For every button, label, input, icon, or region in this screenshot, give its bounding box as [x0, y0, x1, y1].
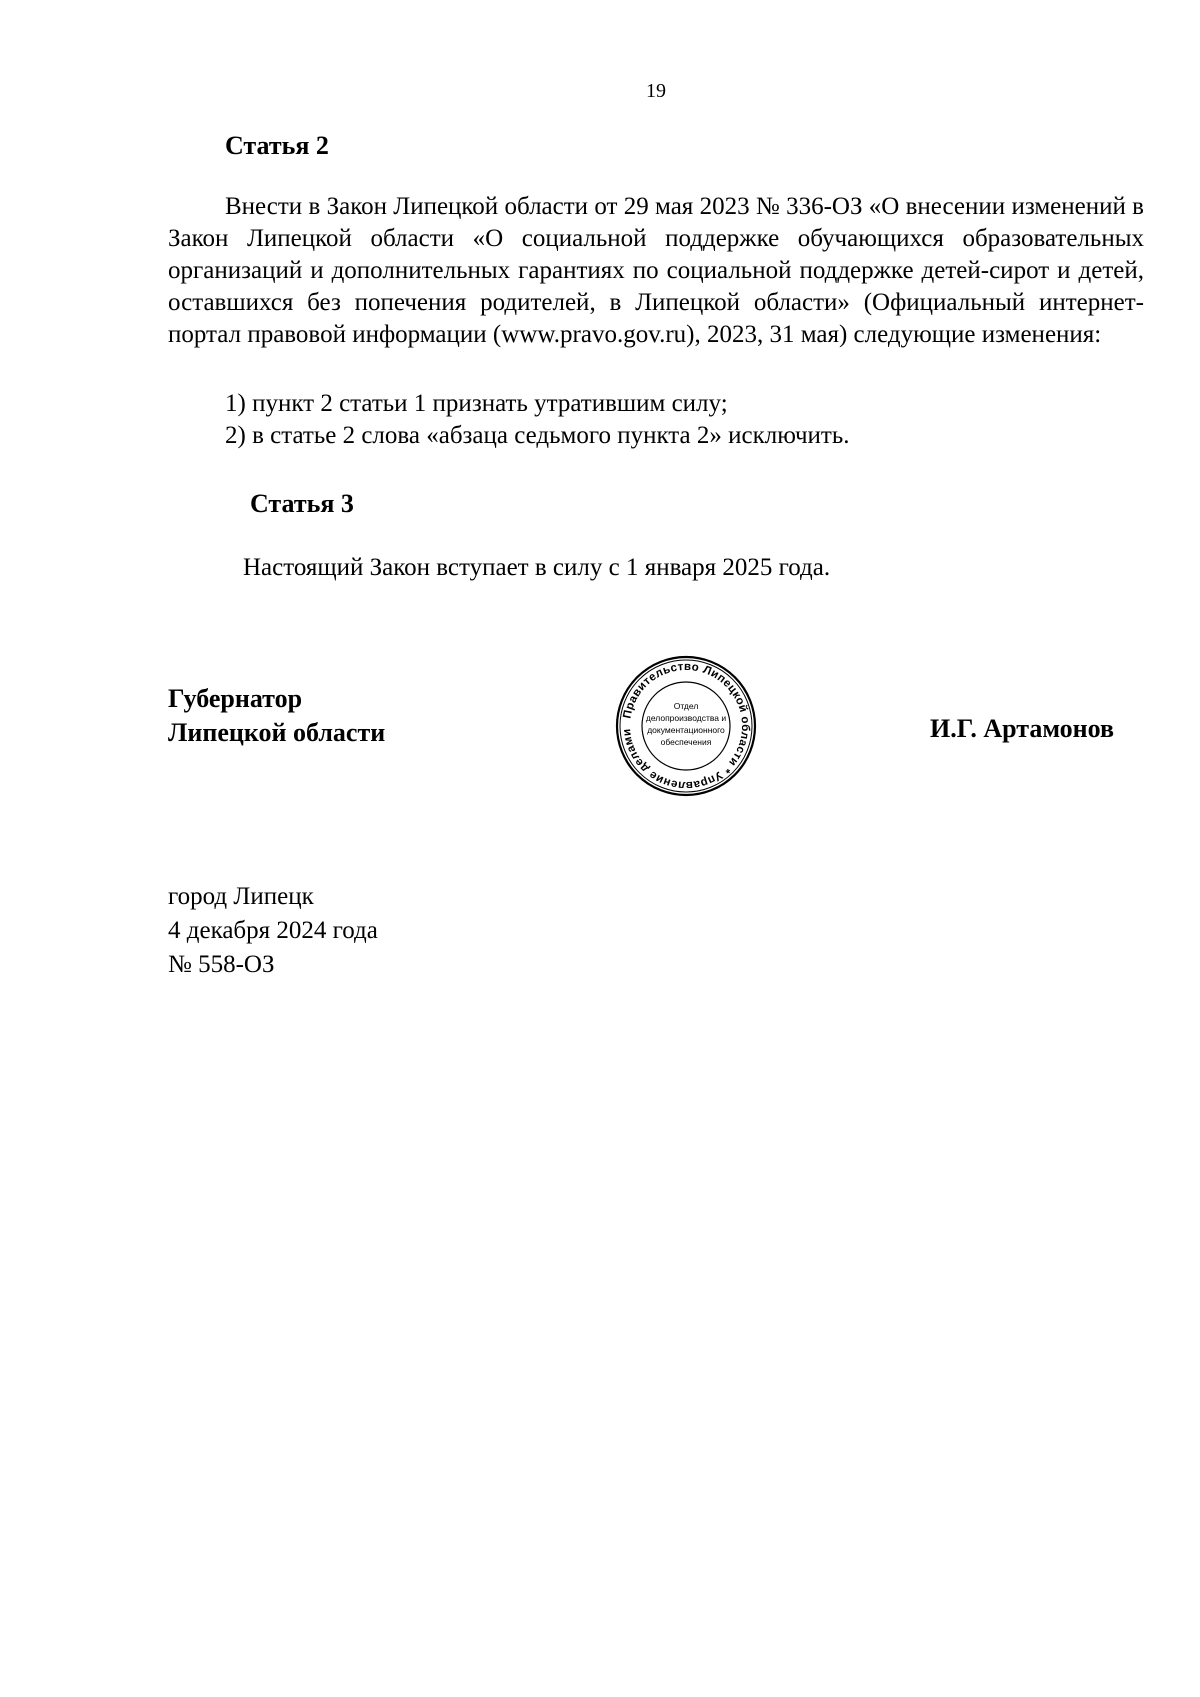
- official-seal: [614, 654, 758, 798]
- signature-title: [168, 682, 385, 750]
- seal-outer-text: Правительство Липецкой области * Управление делами: [620, 660, 752, 792]
- signatory-name: И.Г. Артамонов: [930, 714, 1115, 743]
- article-2-item-2: 2) в статье 2 слова «абзаца седьмого пункта 2» исключить.: [225, 422, 850, 449]
- page-number: 19: [646, 80, 666, 102]
- signature-title-line-1: Губернатор: [168, 684, 303, 713]
- footer-law-number: № 558-ОЗ: [168, 951, 275, 978]
- article-2-heading: Статья 2: [225, 131, 329, 160]
- footer-date: 4 декабря 2024 года: [168, 917, 378, 944]
- seal-inner-line-1: Отдел: [673, 701, 699, 711]
- article-2-paragraph: Внести в Закон Липецкой области от 29 мая 2023 № 336-ОЗ «О внесении изменений в Закон Липецкой области «О социальной поддержке обучающихся образовательных организаций и дополнительных гарантиях по социальной поддержке детей-сирот и детей, оставшихся без попечения родителей, в Липецкой области» (Официальный интернет-портал правовой информации (www.pravo.gov.ru), 2023, 31 мая) следующие изменения:: [168, 193, 1144, 348]
- footer-city: город Липецк: [168, 883, 314, 910]
- document-footer: [168, 880, 378, 982]
- article-3-heading: Статья 3: [250, 489, 354, 518]
- seal-inner-line-3: документационного: [647, 725, 725, 735]
- seal-inner-line-4: обеспечения: [660, 737, 712, 747]
- seal-graphic: [614, 654, 758, 798]
- signature-title-line-2: Липецкой области: [168, 718, 386, 747]
- article-2-item-1: 1) пункт 2 статьи 1 признать утратившим силу;: [225, 390, 728, 417]
- seal-inner-line-2: делопроизводства и: [645, 713, 727, 723]
- article-3-paragraph: Настоящий Закон вступает в силу с 1 января 2025 года.: [243, 554, 831, 581]
